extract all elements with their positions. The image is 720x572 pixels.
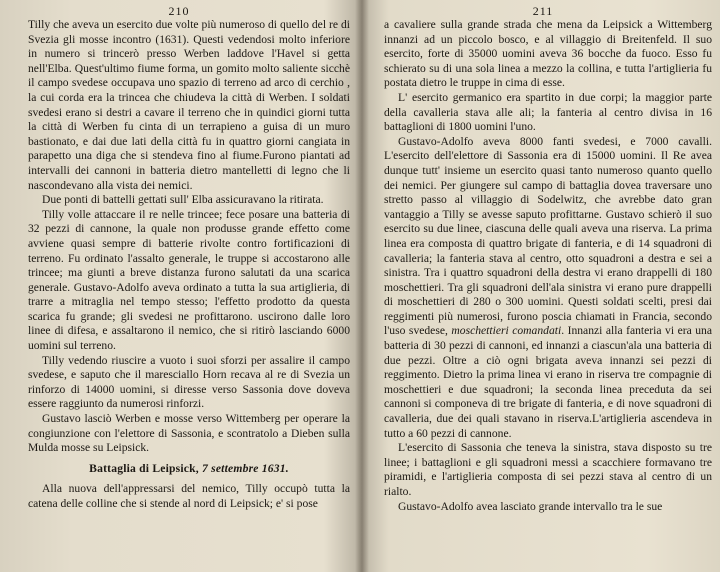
paragraph: L' esercito germanico era spartito in due corpi; la maggior parte della cavalleria stava alle ali; la fanteria al centro divisa in 16 battaglioni di 1800 uomini l'uno. [384,90,712,134]
section-heading-date: 7 settembre 1631. [202,461,289,475]
paragraph: Tilly vedendo riuscire a vuoto i suoi sforzi per assalire il campo svedese, e saputo che il maresciallo Horn recava al re di Svezia un rinforzo di 14000 uomini, si diresse verso Sassonia dove doveva essere raggiunto da numerosi rinforzi. [28,353,350,411]
page-body [366,18,720,514]
paragraph: Alla nuova dell'appressarsi del nemico, Tilly occupò tutta la catena delle colline che si stende al nord di Leipsick; e' si pose [28,482,350,510]
paragraph [384,135,712,441]
paragraph-text: . Innanzi alla fanteria vi era una batteria di 30 pezzi di cannoni, ed innanzi a ciascun'ala una batteria di due pezzi. Oltre a ciò ogni brigata aveva innanzi sei pezzi di reggimento. Dietro la prima linea vi erano in riserva tre compagnie di moschettieri e due squadroni; la seconda linea preceduta da sei cannoni si componeva di tre brigate di fanteria, e di nove squadroni di cavalleria, due dei quali stavano in riserva.L'artiglieria ascendeva in tutto a 60 pezzi di cannone. [384,324,712,440]
italic-term: moschettieri comandati [451,324,562,338]
paragraph: Gustavo-Adolfo avea lasciato grande intervallo tra le sue [398,499,663,513]
paragraph: Due ponti di battelli gettati sull' Elba assicuravano la ritirata. [42,193,324,207]
paragraph: L'esercito di Sassonia che teneva la sinistra, stava disposto su tre linee; i battaglioni e gli squadroni messi a scacchiere formavano tre piramidi, e l'artiglieria composta di sei pezzi stava al centro di un rialto. [384,441,712,498]
paragraph-text: Gustavo-Adolfo aveva 8000 fanti svedesi, e 7000 cavalli. L'esercito dell'elettore di Sassonia era di 15000 uomini. Il Re avea dunque tutt' insieme un esercito quasi tanto numeroso quanto quello dei nemici. Per giungere sul campo di battaglia dovea traversare uno stretto passo al villaggio di Sodelwitz, che avrebbe dato gran vantaggio a Tilly se avesse saputo profittarne. Gustavo schierò il suo esercito su due linee, ciascuna delle quali aveva una riserva. La prima linea era composta di quattro brigate di fanteria, e di 14 squadroni di cavalleria; la fanteria stava al centro, otto squadroni a destra e sei a sinistra. Tra i quattro squadroni della destra vi erano drappelli di 180 moschettieri. Tra gli squadroni dell'ala sinistra vi erano pure drappelli di moschettieri di 280 o 300 uomini. Questi soldati scelti, presi dai reggimenti più numerosi, furono poscia chiamati in Francia, secondo l'uso svedese, [384,134,712,338]
right-page [366,0,720,572]
section-heading [28,462,350,477]
left-page [0,0,358,572]
paragraph: Gustavo lasciò Werben e mosse verso Wittemberg per operare la congiunzione con l'elettore di Sassonia, e scontratolo a Dieben sulla Mulda mosse su Leipsick. [28,412,350,455]
paragraph: a cavaliere sulla grande strada che mena da Leipsick a Wittemberg innanzi ad un piccolo bosco, e al villaggio di Breitenfeld. Il suo esercito, forte di 35000 uomini aveva 36 bocche da fuoco. Esso fu schierato su di una sola linea a mezzo la collina, e tutta l'artiglieria fu postata dietro le truppe in cima di esse. [384,18,712,90]
paragraph: Tilly volle attaccare il re nelle trincee; fece posare una batteria di 32 pezzi di cannone, la quale non produsse grande effetto come avviene quasi sempre di batterie rivolte contro fortificazioni di terreno. Fu ordinato l'assalto generale, le truppe si accostarono alle trincee; ma giunti a breve distanza furono salutati da una scarica generale. Gustavo-Adolfo aveva ordinato a tutta la sua artiglieria, di trarre a mitraglia nel tempo stesso; l'effetto prodotto da questa scarica fu grande; gli svedesi ne profittarono. uscirono dalle loro linee di difesa, e assaltarono il nemico, che si ritirò lasciando 6000 uomini sul terreno. [28,207,350,353]
page-body [0,18,358,512]
page-number: 211 [532,4,554,18]
paragraph: Tilly che aveva un esercito due volte più numeroso di quello del re di Svezia gli mosse incontro (1631). Questi vedendosi molto inferiore in numero si trincerò presso Werben laddove l'Havel si getta nell'Elba. Quest'ultimo fiume forma, un gomito molto saliente sicchè il campo svedese occupava uno spazio di terreno ad arco di cerchio , la cui corda era la trincea che chiudeva la città di Werben. I soldati svedesi erano si destri a cavare il terreno che in quindici giorni tutta la città di Werben fu cinta di un terrapieno a guisa di un muro bastionato, e dai due lati della città fu in quattro giorni cangiata in parapetto una diga che si stendeva fino al fiume.Furono piantati ad intervalli dei cannoni in batteria dietro mantelletti di legno che li nascondevano alla vista dei nemici. [28,18,350,192]
page-number: 210 [168,4,190,18]
section-heading-title: Battaglia di Leipsick, [89,461,199,475]
